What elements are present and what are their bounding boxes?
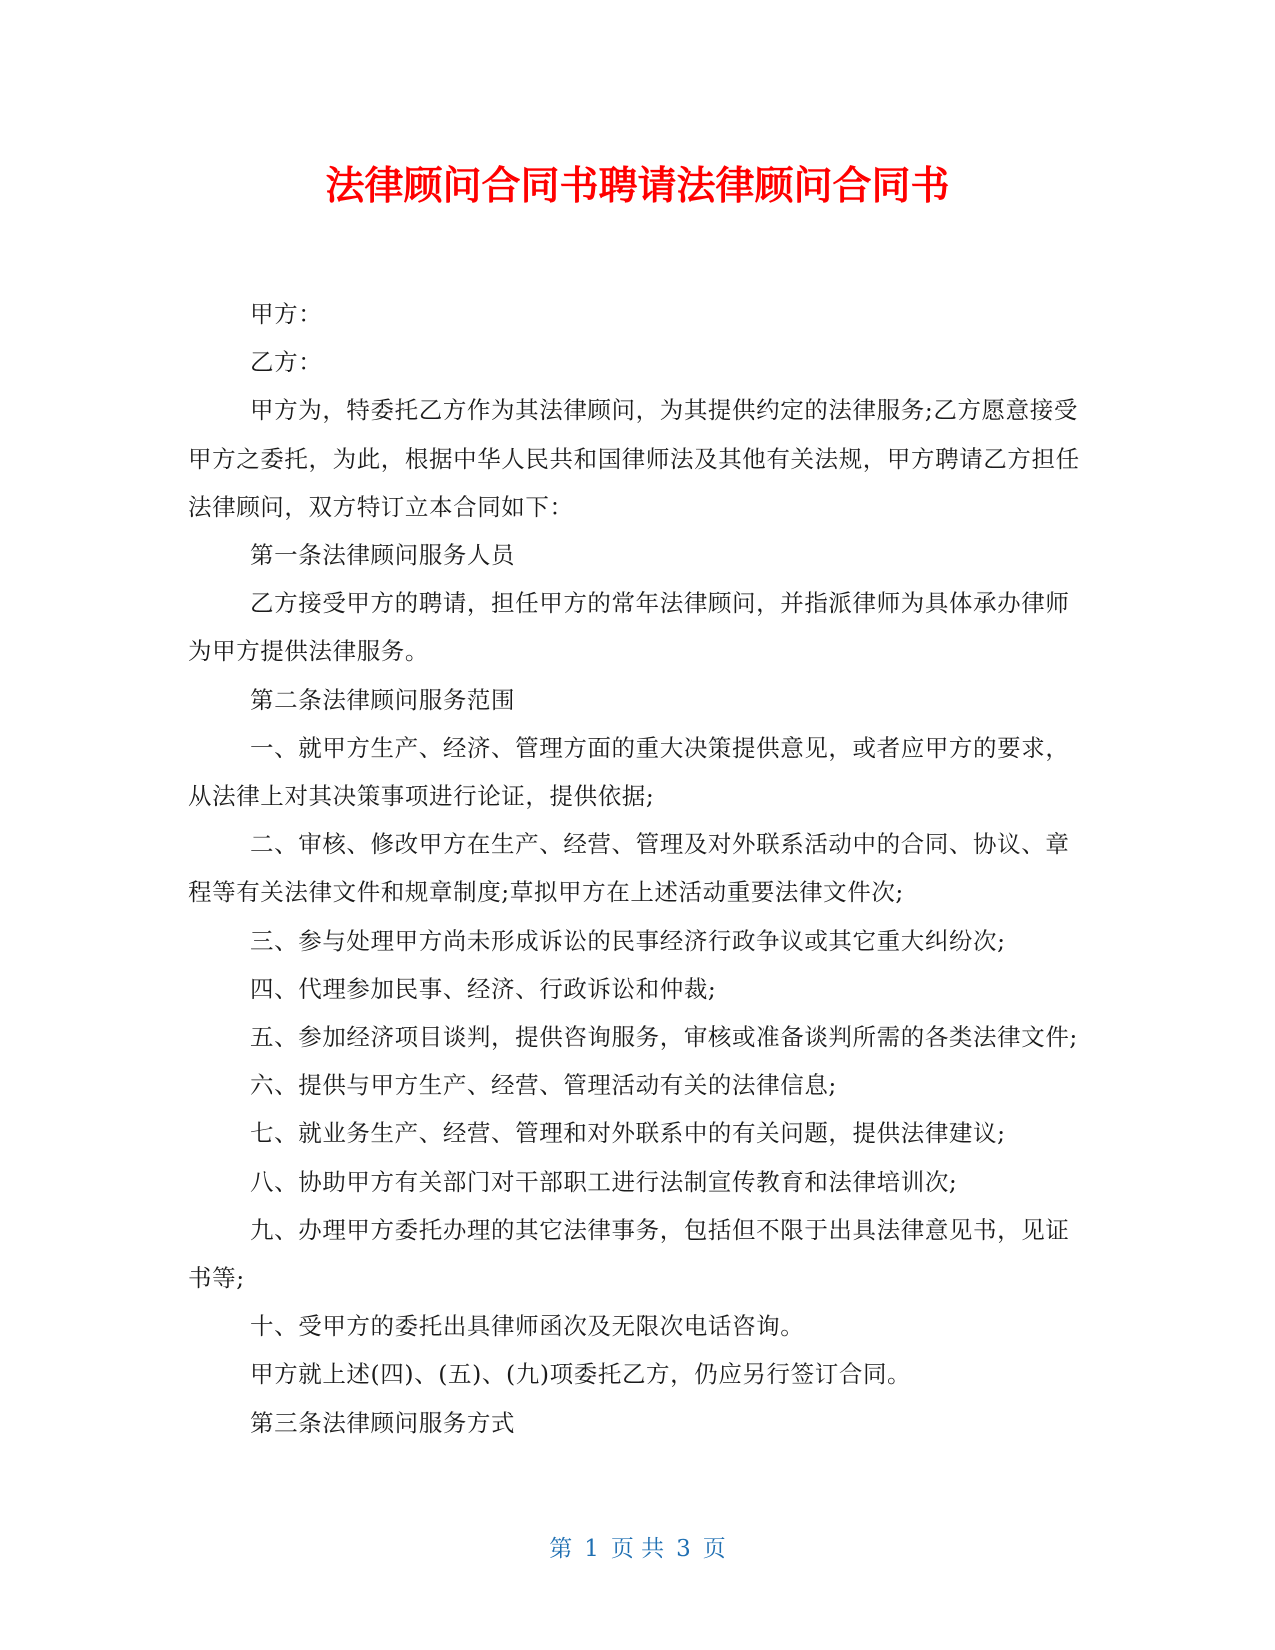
paragraph-party-a: 甲方： [250,300,323,328]
list-item: 九、办理甲方委托办理的其它法律事务，包括但不限于出具法律意见书，见证书等; [188,1215,1070,1293]
article-heading-2: 第二条法律顾问服务范围 [250,685,516,714]
total-page-count: 3 [676,1536,691,1562]
list-item: 一、就甲方生产、经济、管理方面的重大决策提供意见，或者应甲方的要求，从法律上对其决策事项进行论证，提供依据; [188,733,1070,811]
list-item: 三、参与处理甲方尚未形成诉讼的民事经济行政争议或其它重大纠纷次; [250,926,1006,955]
document-title: 法律顾问合同书聘请法律顾问合同书 [325,164,950,209]
list-item: 二、审核、修改甲方在生产、经营、管理及对外联系活动中的合同、协议、章程等有关法律文件和规章制度;草拟甲方在上述活动重要法律文件次; [188,830,1070,907]
footer-prefix: 第 [549,1536,573,1562]
paragraph: 甲方就上述(四)、(五)、(九)项委托乙方，仍应另行签订合同。 [250,1360,912,1389]
paragraph: 乙方接受甲方的聘请，担任甲方的常年法律顾问，并指派律师为具体承办律师为甲方提供法律服务。 [188,589,1070,666]
list-item: 六、提供与甲方生产、经营、管理活动有关的法律信息; [250,1071,837,1100]
list-item: 七、就业务生产、经营、管理和对外联系中的有关问题，提供法律建议; [250,1119,1006,1148]
current-page-number: 1 [584,1536,599,1562]
paragraph-preamble: 甲方为，特委托乙方作为其法律顾问，为其提供约定的法律服务;乙方愿意接受甲方之委托，为此，根据中华人民共和国律师法及其他有关法规，甲方聘请乙方担任法律顾问，双方特订立本合同如下： [188,396,1080,521]
article-heading-3: 第三条法律顾问服务方式 [250,1408,516,1437]
footer-middle: 页 共 [610,1536,665,1562]
page-number-footer [0,1534,1275,1564]
list-item: 八、协助甲方有关部门对干部职工进行法制宣传教育和法律培训次; [250,1167,958,1196]
paragraph-party-b: 乙方： [250,348,323,377]
list-item: 四、代理参加民事、经济、行政诉讼和仲裁; [250,974,717,1003]
list-item: 十、受甲方的委托出具律师函次及无限次电话咨询。 [250,1312,805,1341]
document-body [188,290,1088,1447]
list-item: 五、参加经济项目谈判，提供咨询服务，审核或准备谈判所需的各类法律文件; [250,1023,1078,1052]
article-heading-1: 第一条法律顾问服务人员 [250,541,516,570]
footer-suffix: 页 [702,1536,726,1562]
